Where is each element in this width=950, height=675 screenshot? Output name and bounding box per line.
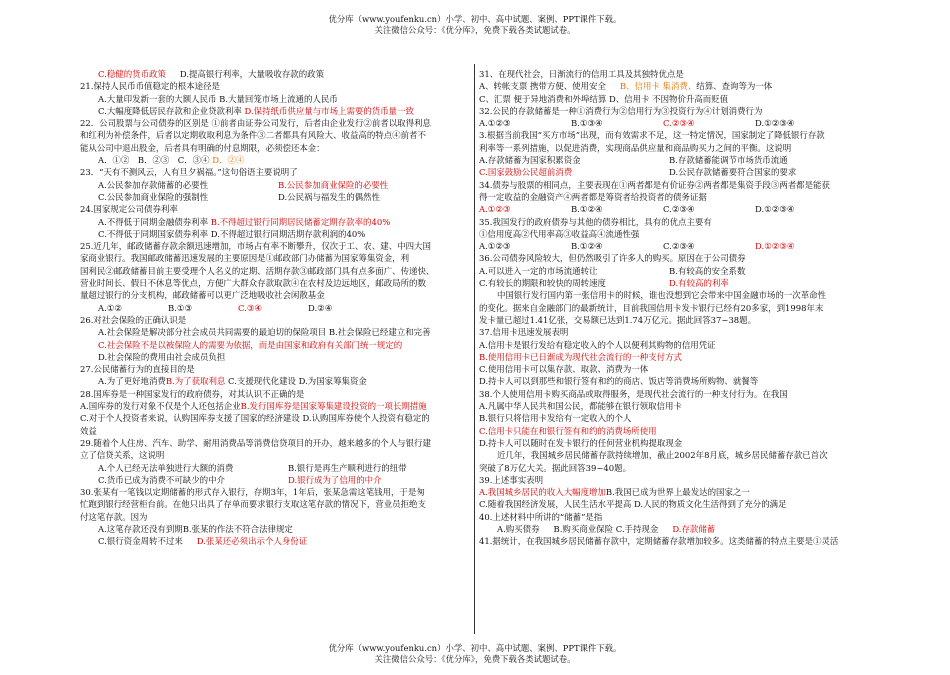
passage-1-line-3: 发卡量已超过1.41亿张，交易额已达到1.74万亿元。据此回答37~38题。 (479, 314, 757, 325)
q29-option-b: B.银行是再生产顺利进行的纽带 (288, 462, 407, 473)
q26-option-d: D.社会保险的费用由社会成员负担 (98, 351, 226, 362)
q36-option-a: A.可以进入一定的市场流通转让 (479, 265, 598, 276)
q38-option-c: C.信用卡只能在和银行签有和约的消费场所使用 (479, 425, 657, 436)
q39-option-b: B.我国已成为世界上最发达的国家之一 (605, 487, 750, 498)
q25-stem-5: 量超过银行的分支机构，邮政储蓄可以更广泛地吸收社会闲散基金 (80, 290, 325, 301)
q35-option-d: D.①②③④ (755, 241, 795, 252)
q39-options-ab (479, 486, 869, 498)
page-header (0, 14, 950, 35)
q23-option-b: B.公民参加商业保险的必要性 (278, 179, 389, 190)
q36-stem: 36.公司债券风险较大，但仍然吸引了许多人的购买。原因在于公司债券 (479, 253, 746, 264)
q31-option-b: B、信用卡 集消费、 (619, 81, 697, 92)
passage-2-line-1: 近几年，我国城乡居民储蓄存款持续增加，截止2002年8月底，城乡居民储蓄存款已首次 (497, 450, 828, 461)
q33-options-ab (479, 154, 869, 166)
q35-option-b: B.①②④ (571, 241, 603, 252)
q23-option-c: C.公民参加商业保险的强制性 (98, 191, 209, 202)
q21-options-cd (80, 105, 470, 117)
q25-option-a: A.①② (98, 302, 122, 313)
q37-stem: 37.信用卡迅速发展表明 (479, 327, 569, 338)
right-column (479, 68, 869, 630)
q35-stem: 35.我国发行的政府债券与其他的债券相比，具有的优点主要有 (479, 216, 712, 227)
q28-option-b: B.发行国库券是国家筹集建设投资的一项长期措施 (240, 401, 427, 412)
q21-stem: 21.保持人民币币值稳定的根本途径是 (80, 81, 220, 92)
q31-options-cd: C、汇票 便于异地消费和外埠结算 D、信用卡 不因物价升高而贬值 (479, 93, 729, 104)
q32-stem: 32.公民的存款储蓄是一种①消费行为②信用行为③投资行为④计划消费行为 (479, 105, 763, 116)
q35-options (479, 240, 869, 252)
q39-options-cd: C.随着我国经济发展，人民生活水平提高 D.人民的物质文化生活得到了充分的满足 (479, 499, 787, 510)
q27-options (80, 375, 470, 387)
q34-option-b: B.①②④ (571, 204, 603, 215)
q30-option-c: C.银行资金周转不过来 (98, 536, 183, 547)
q33-option-d: D.公民存款储蓄要符合国家的要求 (669, 167, 797, 178)
q28-stem: 28.国库券是一种国家发行的政府债券，对其认识不正确的是 (80, 388, 305, 399)
q28-option-a: A.国库券的发行对象不仅是个人还包括企业 (80, 401, 241, 412)
q20-option-d: D.提高银行利率，大量吸收存款的政策 (179, 69, 325, 79)
q30-option-d: D.张某还必须出示个人身份证 (196, 536, 308, 547)
q35-option-c: C.②③④ (663, 241, 695, 252)
q24-options-ab (80, 216, 470, 228)
q24-stem: 24.国家规定公司债券利率 (80, 204, 178, 215)
q24-options-cd: C.不得低于同期国家债券利率 D.不得超过银行同期活期存款利润的40% (98, 228, 366, 239)
q37-option-c: C.使用信用卡可以集存款、取款、消费为一体 (479, 364, 649, 375)
q40-option-a: A.购买债券 (497, 523, 540, 534)
q40-option-d: D.存款储蓄 (672, 523, 716, 534)
q27-option-a: A.为了更好地消费 (98, 376, 166, 387)
q31-stem: 31、在现代社会，日渐流行的信用工具及其独特优点是 (479, 69, 684, 79)
q27-options-cd: C.支援现代化建设 D.为国家筹集资金 (228, 376, 367, 387)
q32-option-d: D.①②③④ (755, 118, 795, 129)
q34-option-c: C.②③④ (663, 204, 695, 215)
q32-option-a: A.①②③ (479, 118, 511, 129)
q32-options (479, 117, 869, 129)
q26-options-ab: A.社会保险是解决部分社会成员共同需要的最迫切的保险项目 B.社会保险已经建立和完善 (98, 327, 431, 338)
q36-options-cd (479, 277, 869, 289)
q37-option-b: B.使用信用卡已日渐成为现代社会流行的一种支付方式 (479, 351, 682, 362)
q38-option-a: A.凡属中华人民共和国公民，都能够在银行领取信用卡 (479, 401, 682, 412)
q28-options-cd-cont: 效益 (80, 425, 97, 436)
page-footer (0, 643, 950, 664)
footer-line-2: 关注微信公众号：《优分库》，免费下载各类试题试卷。 (374, 653, 576, 664)
q22-options (80, 154, 470, 166)
q20-options (80, 68, 470, 80)
q27-option-b: B.为了获取利息 (165, 376, 226, 387)
q35-statements: ①信用度高②代用率高③收益高④流通性强 (479, 228, 640, 239)
q34-option-a: A.①②③ (479, 204, 511, 215)
q29-options-ab (80, 462, 470, 474)
q24-option-a: A.不得低于同期金融债券利率 (98, 216, 209, 227)
q35-option-a: A.①②③ (479, 241, 511, 252)
q26-option-c: C.社会保险不是以被保险人的需要为依据，而是由国家和政府有关部门统一规定的 (98, 339, 403, 350)
header-line-1: 优分库（www.youfenku.cn）小学、初中、高中试题、案例、PPT课件下载。 (328, 14, 622, 24)
q34-stem-1: 34.债券与股票的相同点，主要表现在①两者都是有价证券②两者都是集资手段③两者都是能获 (479, 179, 830, 190)
q27-stem: 27.公民储蓄行为的直接目的是 (80, 364, 195, 375)
passage-1-line-2: 的变化。据来自金融部门的最新统计，目前我国信用卡发卡银行已经有20多家，到1998年末 (479, 302, 824, 313)
q25-options (80, 302, 470, 314)
q38-stem: 38.个人使用信用卡购买商品或取得服务，是现代社会流行的一种支付行为。在我国 (479, 388, 788, 399)
q32-option-b: B.①③④ (571, 118, 603, 129)
q29-options-cd (80, 474, 470, 486)
q23-options-ab (80, 179, 470, 191)
q34-option-d: D.①②③④ (755, 204, 795, 215)
q23-option-a: A.公民参加存款储蓄的必要性 (98, 179, 209, 190)
q29-option-a: A.个人已经无法单独进行大额的消费 (98, 462, 234, 473)
q33-option-c: C.国家鼓励公民超前消费 (479, 167, 573, 178)
q25-stem-2: 家商业银行。我国邮政储蓄迅速发展的主要原因是①邮政部门办储蓄为国家筹集资金，利 (80, 253, 410, 264)
q25-option-b: B.①③ (168, 302, 193, 313)
q30-stem-2: 忙跑到银行经营柜台前。在他只出具了存单而要求银行支取这笔存款的情况下，营业员拒绝支 (80, 499, 426, 510)
q28-options-ab (80, 400, 470, 412)
q26-stem: 26.对社会保险的正确认识是 (80, 314, 187, 325)
q25-stem-4: 营业时间长、假日不休息等优点，方便广大群众存款取款④在农村及边远地区，邮政局所的数 (80, 278, 426, 289)
q40-options-bc: B.购买商业保险 C.手持现金 (553, 523, 659, 534)
q25-stem-1: 25.近几年，邮政储蓄存款余额迅速增加，市场占有率不断攀升，仅次于工、农、建、中四大国 (80, 241, 431, 252)
q30-stem-1: 30.张某有一笔钱以定期储蓄的形式存入银行，存期3年，1年后，张某急需这笔钱用，于是匆 (80, 487, 425, 498)
q25-option-c: C.③④ (238, 302, 262, 313)
q38-option-b: B.银行只将信用卡发给有一定收入的个人 (479, 413, 632, 424)
left-column (80, 68, 470, 630)
q31-option-b-rest: 结算、查询等为一体 (696, 81, 773, 92)
q31-option-a: A、转帐支票 携带方便、使用安全 (479, 81, 606, 92)
q25-option-d: D.②④ (308, 302, 333, 313)
q29-stem-2: 立了信贷关系，这说明 (80, 450, 165, 461)
q39-option-a: A.我国城乡居民的收入大幅度增加 (479, 487, 606, 498)
q40-options (479, 523, 869, 535)
q30-stem-3: 付这笔存款。因为 (80, 511, 148, 522)
q25-stem-3: 国利民②邮政储蓄目前主要受理个人名义的定期、活期存款③邮政部门具有点多面广、传递快、 (80, 265, 435, 276)
q29-stem-1: 29.随着个人住房、汽车、助学、耐用消费品等消费信贷项目的开办，越来越多的个人与银行建 (80, 437, 431, 448)
q30-options-ab: A.这笔存款还没有到期B.张某的作法不符合法律规定 (98, 523, 293, 534)
q33-stem-2: 利率等一系列措施，以促进消费，实现商品供应量和商品购买力之间的平衡。这说明 (479, 142, 792, 153)
q36-option-c: C.有较长的期限和较快的周转速度 (479, 278, 606, 289)
q33-option-b: B.存款储蓄能调节市场货币流通 (669, 155, 788, 166)
passage-2-line-2: 突破了8万亿大关。据此回答39~40题。 (479, 462, 632, 473)
q24-option-b: B.不得超过银行同期居民储蓄定期存款率的40% (210, 216, 391, 227)
q22-options-abc: A．①② B．②③ C．③④ (98, 155, 210, 166)
q28-options-cd: C.对于个人投资者来说，认购国库券支援了国家的经济建设 D.认购国库券使个人投资有稳定的 (80, 413, 430, 424)
q39-stem: 39.上述事实表明 (479, 474, 544, 485)
q33-stem-1: 3.根据当前我国“买方市场”出现，而有效需求不足，这一特定情况，国家制定了降低银行存款 (479, 130, 825, 141)
q37-option-d: D.持卡人可以到那些和银行签有和约的商店、饭店等消费场所购物、就餐等 (479, 376, 759, 387)
q34-options (479, 203, 869, 215)
q32-option-c: C.②③④ (663, 118, 695, 129)
q33-options-cd (479, 166, 869, 178)
q36-option-b: B.有较高的安全系数 (669, 265, 746, 276)
q29-option-d: D.银行成为了信用的中介 (288, 474, 382, 485)
q33-option-a: A.存款储蓄为国家积累资金 (479, 155, 581, 166)
q36-option-d: D.有较高的利率 (669, 278, 729, 289)
q38-option-d: D.持卡人可以随时在发卡银行的任何营业机构提取现金 (479, 437, 683, 448)
q22-stem-3: 能从公司中退出股金，后者具有明确的付息期限，必须偿还本金： (80, 142, 325, 153)
header-line-2: 关注微信公众号：《优分库》，免费下载各类试题试卷。 (374, 24, 576, 35)
q21-option-d: D.保持纸币供应量与市场上需要的货币量一致 (244, 105, 414, 116)
passage-1-line-1: 中国银行发行国内第一张信用卡的时候，谁也没想到它会带来中国金融市场的一次革命性 (497, 290, 827, 301)
q22-option-d: D．②④ (212, 155, 245, 166)
q36-options-ab (479, 265, 869, 277)
q23-option-d: D.公民祸与福发生的偶然性 (278, 191, 380, 202)
q22-stem-1: 22．公司股票与公司债券的区别是 ①前者由证券公司发行，后者由企业发行②前者以取得利息 (80, 118, 431, 129)
footer-line-1: 优分库（www.youfenku.cn）小学、初中、高中试题、案例、PPT课件下载。 (328, 643, 622, 653)
q23-stem: 23．“天有不测风云，人有旦夕祸福。”这句俗语主要说明了 (80, 167, 298, 178)
q21-options-ab: A.大量印发新一套的大额人民币 B.大量回笼市场上流通的人民币 (98, 93, 338, 104)
q29-option-c: C.货币已成为消费不可缺少的中介 (98, 474, 225, 485)
q37-option-a: A.信用卡是银行发给有稳定收入的个人以便利其购物的信用凭证 (479, 339, 716, 350)
q20-option-c: C.稳健的货币政策 (98, 69, 166, 79)
q22-stem-2: 和红利为补偿条件，后者以定期收取利息为条件③二者都具有风险大、收益高的特点④前者不 (80, 130, 426, 141)
q23-options-cd (80, 191, 470, 203)
q30-options-cd (80, 535, 470, 547)
q34-stem-2: 得一定收益的金融资产④两者都是筹资者给投资者的债务证据 (479, 191, 707, 202)
q41-stem: 41.据统计，在我国城乡居民储蓄存款中，定期储蓄存款增加较多。这类储蓄的特点主要是①灵活 (479, 536, 839, 547)
column-divider (474, 64, 475, 634)
q31-options-ab (479, 80, 869, 92)
q40-stem: 40.上述材料中所讲的“储蓄”是指 (479, 511, 603, 522)
q21-option-c: C.大幅度降低居民存款和企业贷款利率 (98, 105, 242, 116)
